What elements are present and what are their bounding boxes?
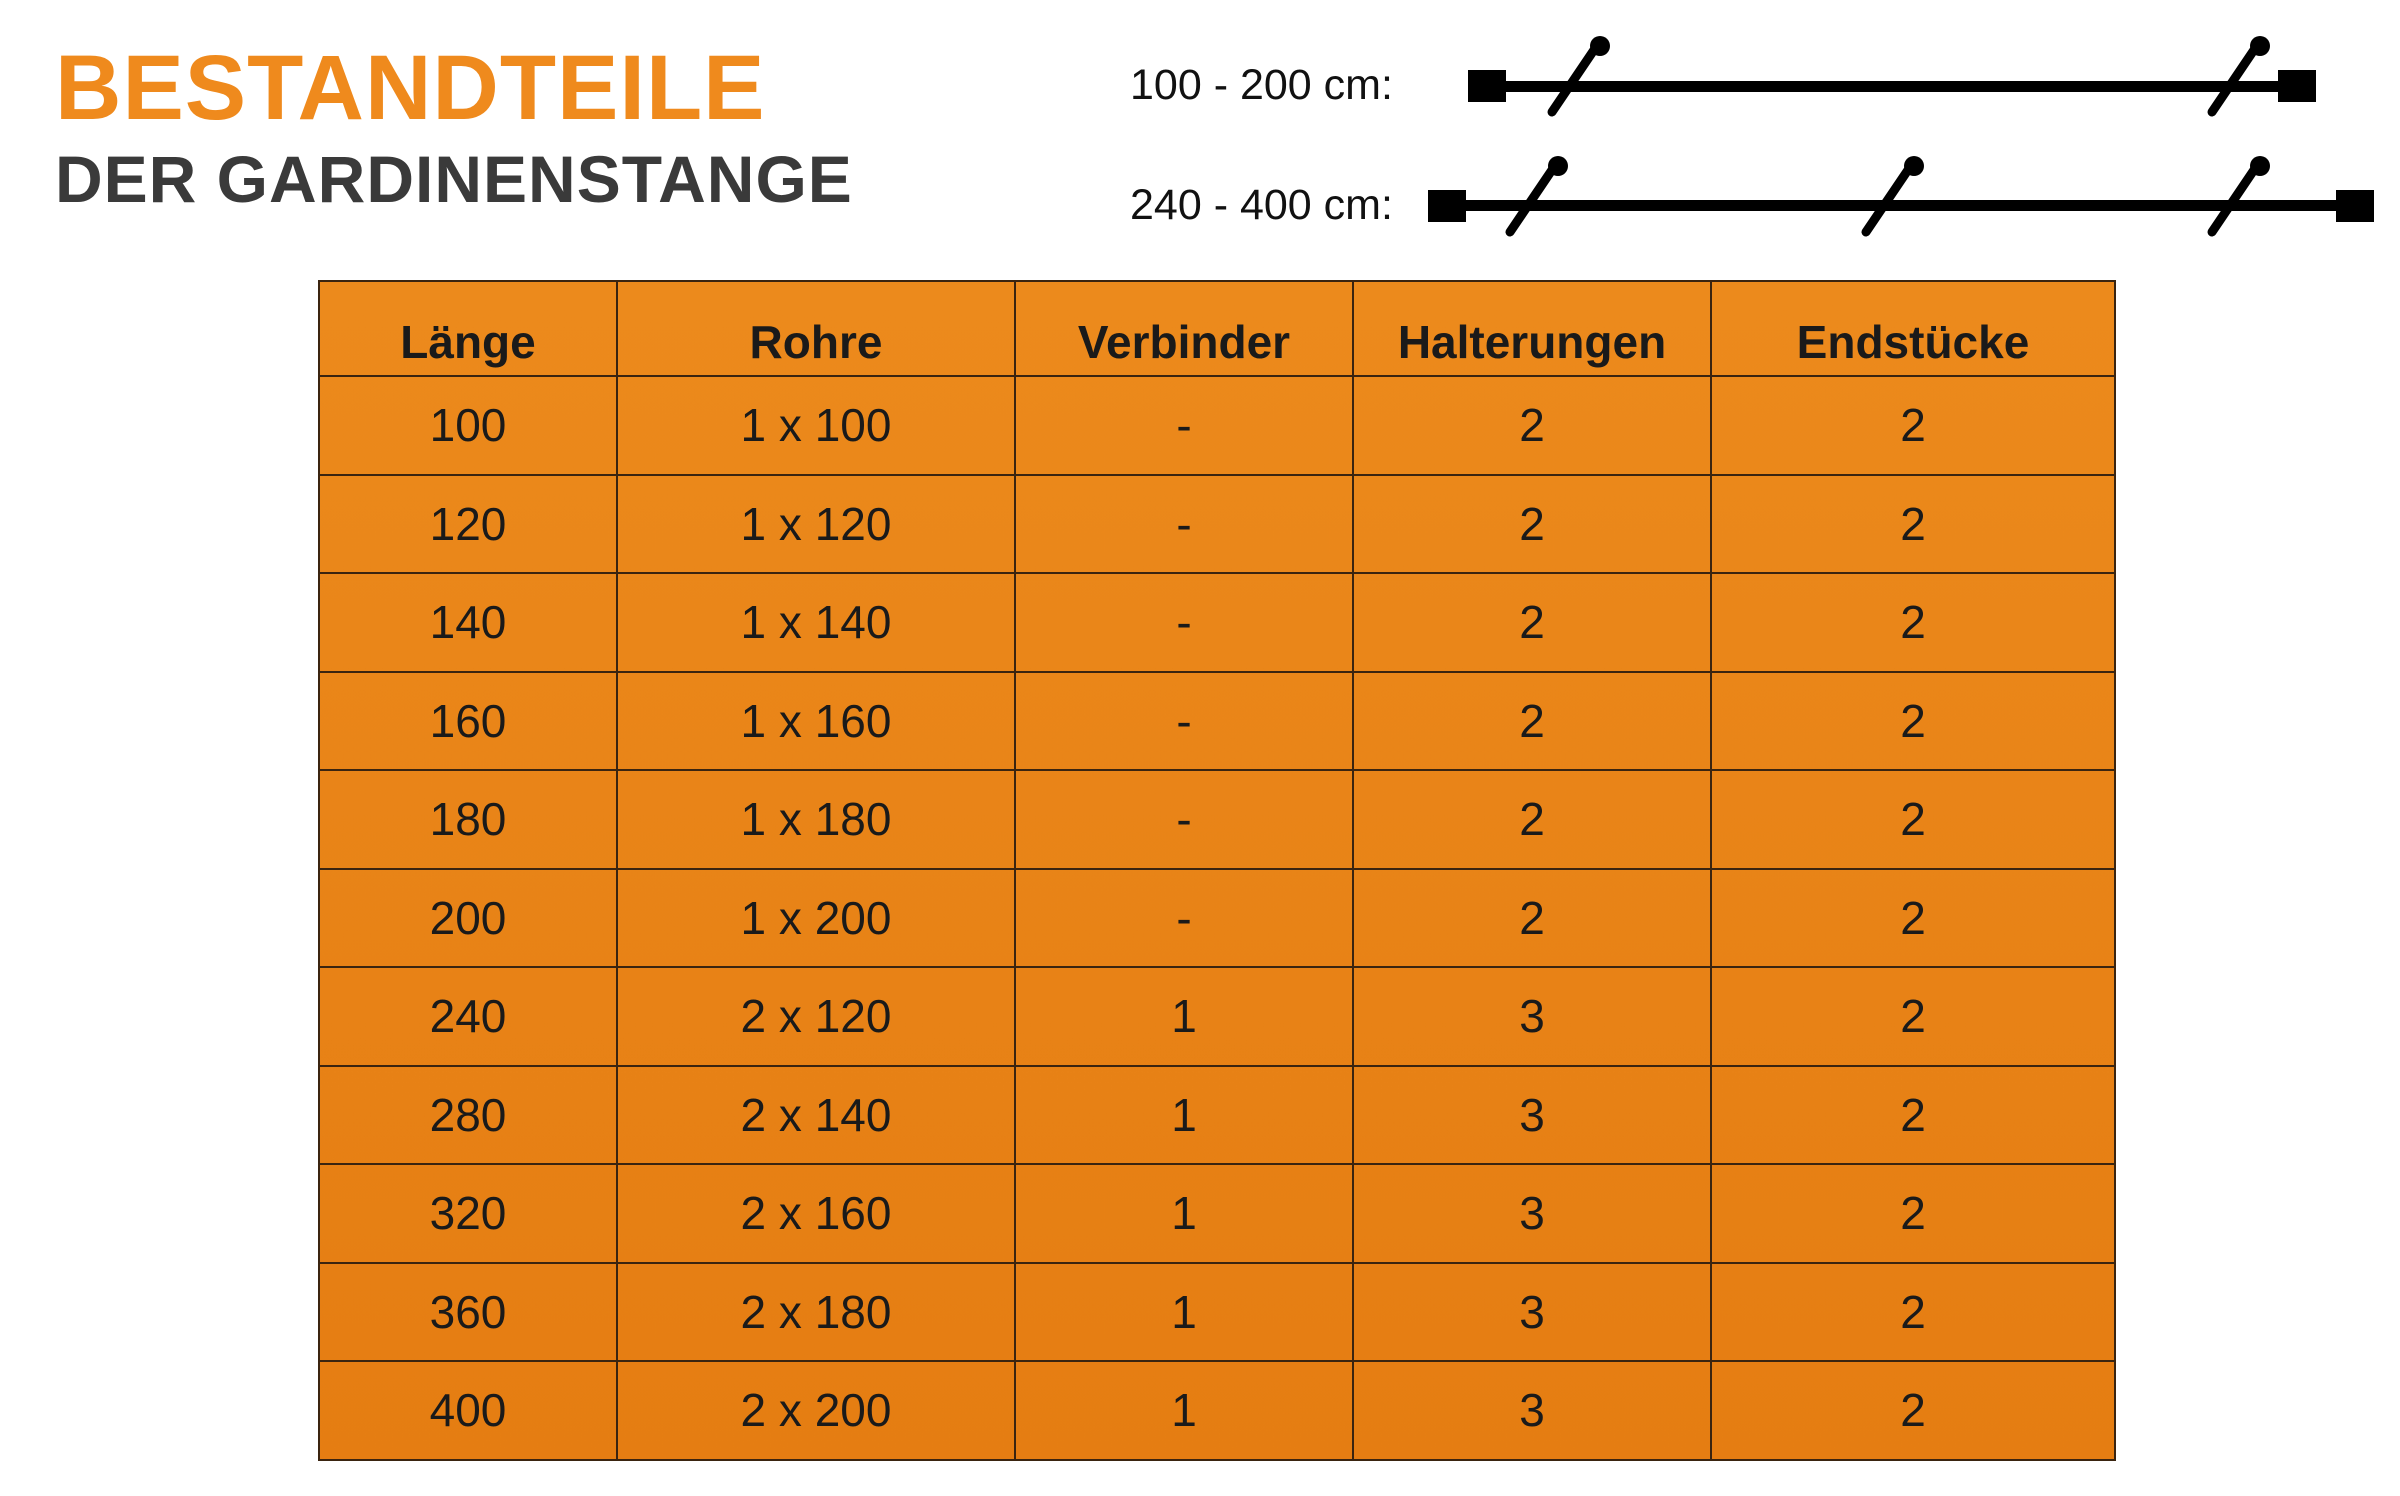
table-cell: 100 <box>319 376 617 475</box>
table-row <box>319 376 2115 475</box>
rod-holder-icon <box>1510 156 1568 232</box>
table-cell: 2 <box>1353 770 1711 869</box>
table-cell: 140 <box>319 573 617 672</box>
table-cell: 1 <box>1015 967 1353 1066</box>
table-cell: 2 x 200 <box>617 1361 1015 1460</box>
table-cell: 2 <box>1711 672 2115 771</box>
table-cell: - <box>1015 475 1353 574</box>
table-cell: 2 <box>1353 573 1711 672</box>
table-header-row <box>319 281 2115 376</box>
table-cell: 2 <box>1353 475 1711 574</box>
table-cell: 160 <box>319 672 617 771</box>
table-cell: 320 <box>319 1164 617 1263</box>
column-header-halterungen: Halterungen <box>1353 281 1711 376</box>
table-cell: 2 <box>1711 1361 2115 1460</box>
curtain-rod-long-icon <box>1428 156 2374 232</box>
table-cell: 3 <box>1353 1164 1711 1263</box>
parts-table <box>318 280 2116 1461</box>
table-cell: 3 <box>1353 1066 1711 1165</box>
table-cell: 1 <box>1015 1263 1353 1362</box>
rod-holder-icon <box>1552 36 1610 112</box>
table-row <box>319 770 2115 869</box>
table-cell: 2 <box>1353 869 1711 968</box>
table-cell: 2 <box>1711 967 2115 1066</box>
table-cell: 3 <box>1353 1263 1711 1362</box>
table-row <box>319 1361 2115 1460</box>
table-cell: 360 <box>319 1263 617 1362</box>
table-cell: 1 <box>1015 1164 1353 1263</box>
table-cell: 2 <box>1711 770 2115 869</box>
table-row <box>319 1164 2115 1263</box>
table-cell: 1 x 100 <box>617 376 1015 475</box>
rod-label-long: 240 - 400 cm: <box>1130 181 1393 229</box>
column-header-laenge: Länge <box>319 281 617 376</box>
table-row <box>319 672 2115 771</box>
table-cell: - <box>1015 376 1353 475</box>
page-title: BESTANDTEILE <box>55 37 766 139</box>
parts-table-container <box>318 280 2116 1461</box>
table-cell: 1 <box>1015 1361 1353 1460</box>
table-row <box>319 869 2115 968</box>
table-cell: 1 x 140 <box>617 573 1015 672</box>
table-cell: 400 <box>319 1361 617 1460</box>
table-cell: 240 <box>319 967 617 1066</box>
table-cell: 3 <box>1353 1361 1711 1460</box>
table-cell: 3 <box>1353 967 1711 1066</box>
table-cell: 1 x 180 <box>617 770 1015 869</box>
curtain-rod-short-icon <box>1468 36 2316 112</box>
column-header-rohre: Rohre <box>617 281 1015 376</box>
table-row <box>319 1263 2115 1362</box>
table-cell: 2 x 180 <box>617 1263 1015 1362</box>
table-cell: 280 <box>319 1066 617 1165</box>
table-cell: 1 x 200 <box>617 869 1015 968</box>
table-cell: 2 x 120 <box>617 967 1015 1066</box>
table-row <box>319 475 2115 574</box>
table-cell: - <box>1015 770 1353 869</box>
table-cell: 2 <box>1353 672 1711 771</box>
table-cell: - <box>1015 672 1353 771</box>
table-cell: - <box>1015 869 1353 968</box>
table-cell: 180 <box>319 770 617 869</box>
rod-holder-icon <box>2212 36 2270 112</box>
table-cell: 2 <box>1711 1263 2115 1362</box>
table-cell: 200 <box>319 869 617 968</box>
page-subtitle: DER GARDINENSTANGE <box>55 142 853 216</box>
table-cell: 2 x 160 <box>617 1164 1015 1263</box>
table-cell: 2 <box>1711 1164 2115 1263</box>
table-cell: 1 x 120 <box>617 475 1015 574</box>
table-cell: 2 <box>1353 376 1711 475</box>
table-cell: 1 x 160 <box>617 672 1015 771</box>
rod-holder-icon <box>2212 156 2270 232</box>
table-cell: 2 <box>1711 869 2115 968</box>
column-header-verbinder: Verbinder <box>1015 281 1353 376</box>
rod-holder-icon <box>1866 156 1924 232</box>
table-cell: 2 <box>1711 573 2115 672</box>
table-row <box>319 1066 2115 1165</box>
table-cell: 2 <box>1711 475 2115 574</box>
table-row <box>319 573 2115 672</box>
table-row <box>319 967 2115 1066</box>
rod-label-short: 100 - 200 cm: <box>1130 61 1393 109</box>
table-cell: 2 x 140 <box>617 1066 1015 1165</box>
table-cell: 120 <box>319 475 617 574</box>
table-cell: - <box>1015 573 1353 672</box>
column-header-endstuecke: Endstücke <box>1711 281 2115 376</box>
table-cell: 1 <box>1015 1066 1353 1165</box>
table-cell: 2 <box>1711 376 2115 475</box>
table-cell: 2 <box>1711 1066 2115 1165</box>
